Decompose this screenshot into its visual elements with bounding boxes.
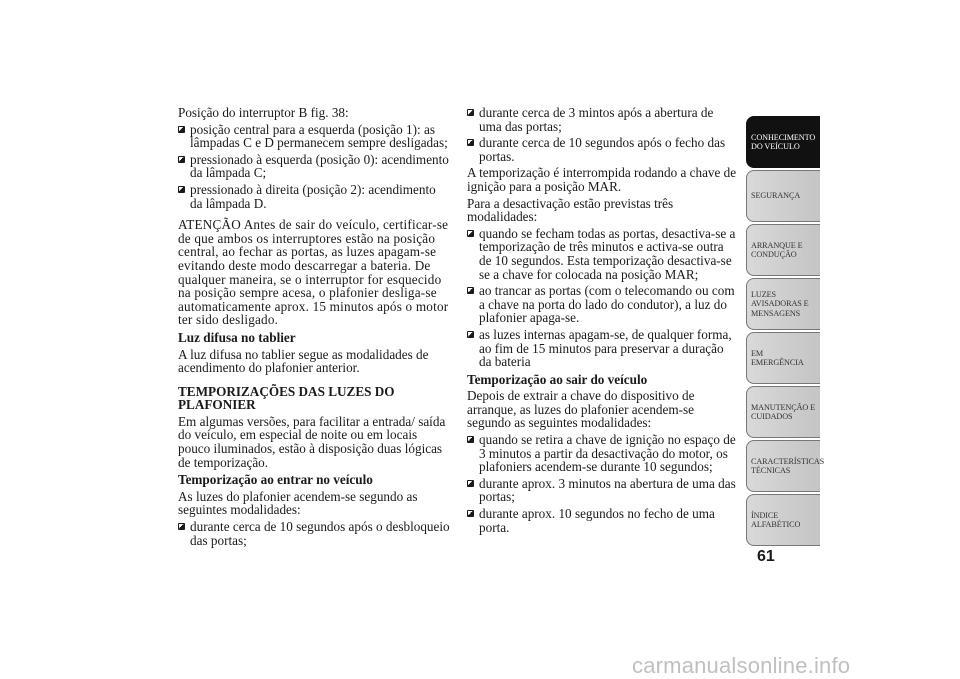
- para-interrupt: A temporização é interrompida rodando a chave de ignição para a posição MAR.: [467, 165, 737, 194]
- list-item: pressionado à direita (posição 2): acendimento da lâmpada D.: [178, 183, 450, 210]
- checkbox-bullet-icon: [467, 139, 474, 146]
- checkbox-bullet-icon: [467, 436, 474, 443]
- list-item: durante aprox. 10 segundos no fecho de uma porta.: [467, 507, 739, 534]
- intro-text: Posição do interruptor B fig. 38:: [178, 105, 349, 120]
- watermark: carmanualsonline.info: [632, 653, 851, 678]
- checkbox-bullet-icon: [467, 109, 474, 116]
- list-item: quando se retira a chave de ignição no espaço de 3 minutos a partir da desactivação do motor, os plafoniers acendem-se durante 10 segundos;: [467, 433, 739, 474]
- list-item: posição central para a esquerda (posição 1): as lâmpadas C e D permanecem sempre desligadas;: [178, 123, 450, 150]
- tab-caracteristicas-tecnicas[interactable]: CARACTERÍSTICAS TÉCNICAS: [746, 440, 820, 492]
- heading-dash-light: Luz difusa no tablier: [178, 329, 296, 345]
- heading-timing: TEMPORIZAÇÕES DAS LUZES DO PLAFONIER: [178, 383, 395, 413]
- checkbox-bullet-icon: [178, 523, 185, 530]
- page-number: 61: [757, 548, 775, 565]
- warning-text: ATENÇÃO Antes de sair do veículo, certificar-se de que ambos os interruptores estão na posição central, ao fechar as portas, as luzes apagam-se evitando deste modo descarregar a bateria. De qualquer maneira, se o interruptor for esquecido na posição sempre acesa, o plafonier desliga-se automaticamente aprox. 15 minutos após o motor ter sido desligado.: [178, 217, 449, 328]
- para-deactivation: Para a desactivação estão previstas três modalidades:: [467, 195, 674, 225]
- tab-indice-alfabetico[interactable]: ÍNDICE ALFABÉTICO: [746, 494, 820, 546]
- checkbox-bullet-icon: [178, 156, 185, 163]
- list-item: durante cerca de 3 mintos após a abertura de uma das portas;: [467, 106, 739, 133]
- list-item: pressionado à esquerda (posição 0): acendimento da lâmpada C;: [178, 153, 450, 180]
- list-item: durante aprox. 3 minutos na abertura de uma das portas;: [467, 477, 739, 504]
- para-dash-light: A luz difusa no tablier segue as modalidades de acendimento do plafonier anterior.: [178, 346, 429, 376]
- left-column: [178, 106, 450, 550]
- right-column: [467, 106, 739, 537]
- checkbox-bullet-icon: [467, 480, 474, 487]
- tab-em-emergencia[interactable]: EM EMERGÊNCIA: [746, 332, 820, 384]
- tab-luzes-avisadoras[interactable]: LUZES AVISADORAS E MENSAGENS: [746, 278, 820, 330]
- checkbox-bullet-icon: [467, 287, 474, 294]
- checkbox-bullet-icon: [178, 126, 185, 133]
- list-item: durante cerca de 10 segundos após o desbloqueio das portas;: [178, 520, 450, 547]
- checkbox-bullet-icon: [467, 510, 474, 517]
- checkbox-bullet-icon: [467, 331, 474, 338]
- list-item: quando se fecham todas as portas, desactiva-se a temporização de três minutos e activa-se outra de 10 segundos. Esta temporização desactiva-se se a chave for colocada na posição MAR;: [467, 227, 739, 281]
- tab-manutencao-cuidados[interactable]: MANUTENÇÃO E CUIDADOS: [746, 386, 820, 438]
- section-tabs: [746, 116, 825, 548]
- checkbox-bullet-icon: [178, 186, 185, 193]
- tab-seguranca[interactable]: SEGURANÇA: [746, 170, 820, 222]
- list-item: as luzes internas apagam-se, de qualquer forma, ao fim de 15 minutos para preservar a duração da bateria: [467, 328, 739, 369]
- list-item: ao trancar as portas (com o telecomando ou com a chave na porta do lado do condutor), a luz do plafonier apaga-se.: [467, 284, 739, 325]
- para-enter: As luzes do plafonier acendem-se segundo as seguintes modalidades:: [178, 488, 418, 518]
- list-item: durante cerca de 10 segundos após o fecho das portas.: [467, 136, 739, 163]
- para-exit: Depois de extrair a chave do dispositivo de arranque, as luzes do plafonier acendem-se segundo as seguintes modalidades:: [467, 388, 695, 431]
- checkbox-bullet-icon: [467, 230, 474, 237]
- tab-conhecimento-veiculo[interactable]: CONHECIMENTO DO VEÍCULO: [746, 116, 820, 168]
- heading-enter: Temporização ao entrar no veículo: [178, 472, 373, 488]
- para-timing: Em algumas versões, para facilitar a entrada/ saída do veículo, em especial de noite ou em locais pouco iluminados, estão à disposição duas lógicas de temporização.: [178, 413, 446, 470]
- tab-arranque-conducao[interactable]: ARRANQUE E CONDUÇÃO: [746, 224, 820, 276]
- heading-exit: Temporização ao sair do veículo: [467, 371, 648, 387]
